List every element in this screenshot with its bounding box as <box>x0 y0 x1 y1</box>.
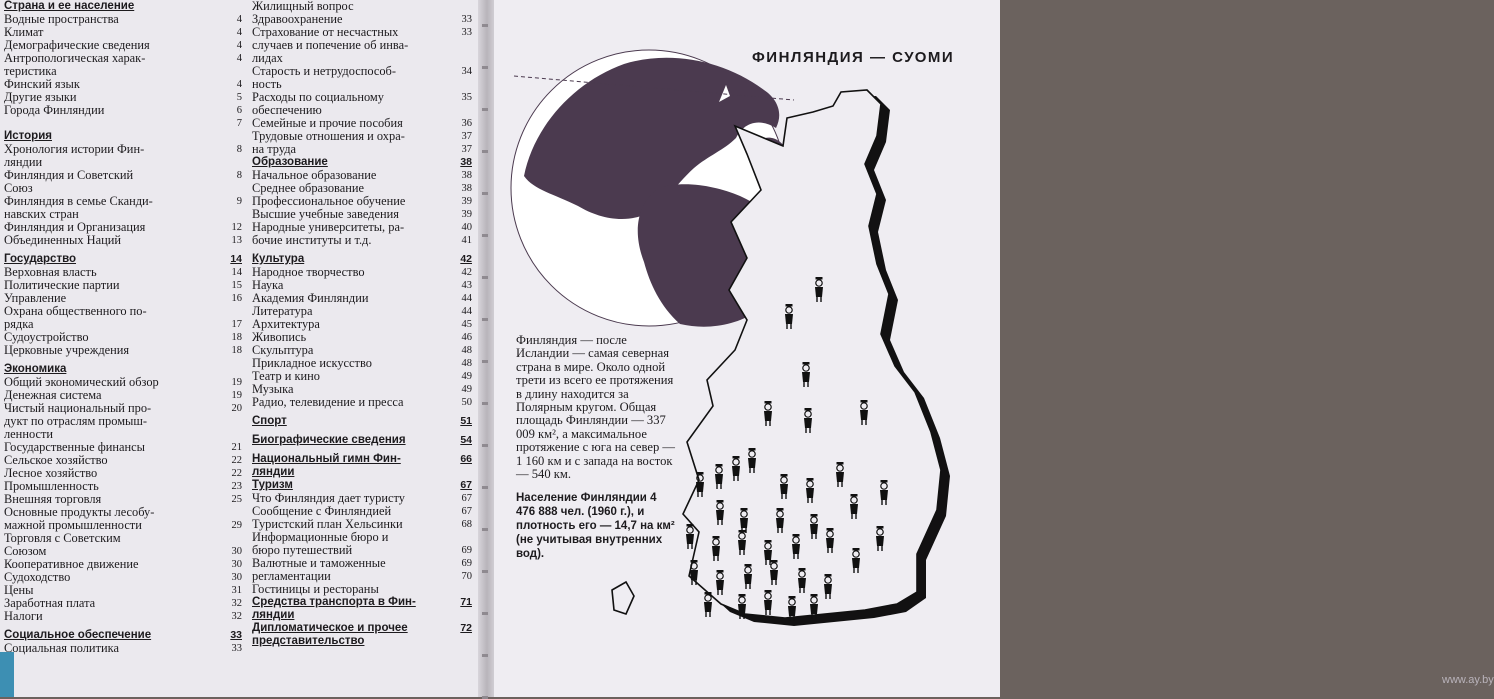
toc-entry-title: Сообщение с Финляндией <box>252 504 392 518</box>
toc-entry-title: Финляндия в семье Сканди- <box>4 194 153 208</box>
toc-page-number: 42 <box>461 267 472 278</box>
toc-page-number: 30 <box>231 559 242 570</box>
toc-page-number: 48 <box>461 345 472 356</box>
toc-entry-title: Водные пространства <box>4 12 119 26</box>
toc-entry-title: ляндии <box>4 155 43 169</box>
toc-entry-title: Кооперативное движение <box>4 557 139 571</box>
toc-entry-title: Среднее образование <box>252 181 364 195</box>
toc-page-number: 67 <box>461 506 472 517</box>
toc-entry-title: Заработная плата <box>4 596 96 610</box>
toc-page-number: 33 <box>461 27 472 38</box>
toc-entry-title: Сельское хозяйство <box>4 453 108 467</box>
toc-entry-title: Церковные учреждения <box>4 343 130 357</box>
toc-entry <box>4 571 242 584</box>
toc-entry-title: Средства транспорта в Фин- <box>252 596 416 608</box>
toc-page-number: 50 <box>461 397 472 408</box>
toc-entry-title: Национальный гимн Фин- <box>252 453 401 465</box>
toc-entry-title: Начальное образование <box>252 168 377 182</box>
intro-paragraph: Финляндия — после Исландии — самая северная страна в мире. Около одной трети из всего ее протяжения в длину находится за Полярным кругом. Общая площадь Финляндии — 337 009 км², а максимальное протяжение с юга на север — 1 160 км и с запада на восток — 540 км. <box>516 333 676 482</box>
toc-page-number: 67 <box>460 479 472 491</box>
toc-entry-title: Финляндия и Советский <box>4 168 134 182</box>
toc-entry-title: Жилищный вопрос <box>252 0 354 13</box>
toc-entry-title: обеспечению <box>252 103 322 117</box>
toc-entry-title: Прикладное искусство <box>252 356 372 370</box>
toc-page-number: 71 <box>460 596 472 608</box>
toc-entry-title: Высшие учебные заведения <box>252 207 399 221</box>
toc-entry-title: Наука <box>252 278 284 292</box>
toc-page-number: 19 <box>231 377 242 388</box>
toc-entry-title: навских стран <box>4 207 79 221</box>
toc-page-number: 18 <box>231 332 242 343</box>
toc-entry-title: ляндии <box>252 466 295 478</box>
toc-entry-title: Скульптура <box>252 343 314 357</box>
population-paragraph: Население Финляндии 4 476 888 чел. (1960 г.), и плотность его — 14,7 на км² (не учитывая внутренних вод). <box>516 492 675 561</box>
toc-entry-title: Старость и нетрудоспособ- <box>252 64 396 78</box>
toc-page-number: 32 <box>231 611 242 622</box>
toc-page-number: 37 <box>461 144 472 155</box>
toc-entry-title: Дипломатическое и прочее <box>252 622 408 634</box>
toc-entry <box>252 583 472 596</box>
toc-entry-title: Что Финляндия дает туристу <box>252 491 405 505</box>
toc-page-number: 38 <box>460 156 472 168</box>
toc-page-number: 5 <box>236 92 242 103</box>
toc-page-number: 20 <box>231 403 242 414</box>
binding-stitch <box>482 234 488 237</box>
toc-page-number: 30 <box>231 572 242 583</box>
toc-page-number: 25 <box>231 494 242 505</box>
toc-page-number: 33 <box>461 14 472 25</box>
toc-entry <box>4 234 242 247</box>
toc-entry <box>252 234 472 247</box>
toc-entry-title: Демографические сведения <box>4 38 150 52</box>
toc-page-number: 16 <box>231 293 242 304</box>
toc-entry-title: Союзом <box>4 544 47 558</box>
toc-page-number: 48 <box>461 358 472 369</box>
toc-page-number: 67 <box>461 493 472 504</box>
toc-page-number: 9 <box>236 196 242 207</box>
toc-page-number: 68 <box>461 519 472 530</box>
toc-entry-title: История <box>4 130 52 142</box>
toc-page-number: 31 <box>231 585 242 596</box>
toc-page-number: 69 <box>461 558 472 569</box>
toc-entry-title: Музыка <box>252 382 294 396</box>
toc-page-number: 33 <box>230 629 242 641</box>
person-figure <box>704 592 712 617</box>
person-figure <box>686 524 694 549</box>
toc-entry <box>4 104 242 117</box>
toc-entry-title: Внешняя торговля <box>4 492 102 506</box>
toc-entry-title: Антропологическая харак- <box>4 51 146 65</box>
toc-page-number: 4 <box>236 14 242 25</box>
right-page <box>494 0 1494 697</box>
toc-entry <box>4 305 242 318</box>
toc-entry-title: Государство <box>4 253 77 265</box>
toc-entry-title: Гостиницы и рестораны <box>252 582 379 596</box>
binding-stitch <box>482 66 488 69</box>
toc-page-number: 17 <box>231 319 242 330</box>
toc-column-left <box>4 0 242 655</box>
toc-page-number: 35 <box>461 92 472 103</box>
toc-entry-title: Страхование от несчастных <box>252 25 399 39</box>
toc-entry-title: Судоустройство <box>4 330 89 344</box>
toc-entry-title: Расходы по социальному <box>252 90 384 104</box>
toc-entry-title: Промышленность <box>4 479 99 493</box>
toc-page-number: 4 <box>236 79 242 90</box>
binding-stitch <box>482 528 488 531</box>
toc-entry <box>252 39 472 52</box>
toc-page-number: 44 <box>461 293 472 304</box>
toc-page-number: 36 <box>461 118 472 129</box>
toc-section-heading <box>252 453 472 466</box>
toc-page-number: 70 <box>461 571 472 582</box>
binding-stitch <box>482 612 488 615</box>
toc-entry-title: Образование <box>252 156 328 168</box>
toc-page-number: 32 <box>231 598 242 609</box>
toc-page-number: 38 <box>461 183 472 194</box>
toc-page-number: 4 <box>236 53 242 64</box>
toc-page-number: 46 <box>461 332 472 343</box>
toc-page-number: 51 <box>460 415 472 427</box>
toc-page-number: 22 <box>231 455 242 466</box>
blue-edge-strip <box>0 652 14 697</box>
toc-page-number: 45 <box>461 319 472 330</box>
toc-page-number: 41 <box>461 235 472 246</box>
binding-stitch <box>482 444 488 447</box>
toc-entry-title: Театр и кино <box>252 369 320 383</box>
toc-page-number: 4 <box>236 40 242 51</box>
toc-entry-title: рядка <box>4 317 34 331</box>
toc-entry-title: Государственные финансы <box>4 440 145 454</box>
toc-section-heading <box>252 609 472 622</box>
toc-entry-title: ность <box>252 77 282 91</box>
intro-text <box>516 334 676 571</box>
toc-entry-title: Экономика <box>4 363 67 375</box>
toc-entry-title: мажной промышленности <box>4 518 142 532</box>
toc-entry-title: Биографические сведения <box>252 434 406 446</box>
toc-entry-title: теристика <box>4 64 57 78</box>
binding-stitch <box>482 486 488 489</box>
toc-entry-title: Объединенных Наций <box>4 233 121 247</box>
toc-entry <box>4 117 242 130</box>
toc-entry-title: Общий экономический обзор <box>4 375 159 389</box>
binding-stitch <box>482 318 488 321</box>
toc-entry-title: Налоги <box>4 609 43 623</box>
toc-entry-title: Социальное обеспечение <box>4 629 152 641</box>
toc-page-number: 72 <box>460 622 472 634</box>
toc-entry-title: Управление <box>4 291 67 305</box>
toc-entry <box>4 610 242 623</box>
toc-page-number: 42 <box>460 253 472 265</box>
toc-section-heading <box>252 415 472 428</box>
toc-page-number: 8 <box>236 170 242 181</box>
binding-stitch <box>482 570 488 573</box>
page-title: ФИНЛЯНДИЯ — СУОМИ <box>752 49 955 66</box>
toc-page-number: 4 <box>236 27 242 38</box>
toc-entry-title: Здравоохранение <box>252 12 343 26</box>
toc-page-number: 54 <box>460 434 472 446</box>
toc-entry-title: Радио, телевидение и пресса <box>252 395 404 409</box>
toc-page-number: 14 <box>230 253 242 265</box>
toc-entry-title: Климат <box>4 25 44 39</box>
toc-entry-title: лидах <box>252 51 283 65</box>
toc-entry-title: Информационные бюро и <box>252 530 389 544</box>
toc-section-heading <box>252 466 472 479</box>
toc-page-number: 39 <box>461 196 472 207</box>
toc-page-number: 43 <box>461 280 472 291</box>
toc-page-number: 49 <box>461 371 472 382</box>
toc-entry-title: Академия Финляндии <box>252 291 369 305</box>
binding-stitch <box>482 24 488 27</box>
toc-entry-title: Культура <box>252 253 305 265</box>
toc-entry <box>4 169 242 182</box>
toc-entry <box>252 266 472 279</box>
toc-page-number: 34 <box>461 66 472 77</box>
toc-entry-title: Политические партии <box>4 278 120 292</box>
toc-entry-title: Социальная политика <box>4 641 119 655</box>
toc-entry-title: бюро путешествий <box>252 543 353 557</box>
toc-entry-title: Народные университеты, ра- <box>252 220 405 234</box>
toc-entry-title: Туризм <box>252 479 293 491</box>
toc-page-number: 8 <box>236 144 242 155</box>
toc-page-number: 39 <box>461 209 472 220</box>
toc-page-number: 15 <box>231 280 242 291</box>
toc-entry-title: Цены <box>4 583 34 597</box>
toc-page-number: 44 <box>461 306 472 317</box>
toc-entry-title: Торговля с Советским <box>4 531 121 545</box>
toc-entry-title: Судоходство <box>4 570 71 584</box>
toc-page-number: 29 <box>231 520 242 531</box>
toc-page-number: 12 <box>231 222 242 233</box>
toc-entry-title: Народное творчество <box>252 265 365 279</box>
toc-entry-title: Профессиональное обучение <box>252 194 406 208</box>
toc-entry <box>252 143 472 156</box>
toc-entry <box>252 65 472 78</box>
toc-entry-title: Архитектура <box>252 317 320 331</box>
toc-page-number: 37 <box>461 131 472 142</box>
toc-entry-title: Семейные и прочие пособия <box>252 116 403 130</box>
toc-page-number: 23 <box>231 481 242 492</box>
toc-entry-title: Чистый национальный про- <box>4 401 152 415</box>
toc-entry-title: Туристский план Хельсинки <box>252 517 403 531</box>
toc-entry-title: бочие институты и т.д. <box>252 233 372 247</box>
left-page-contents <box>0 0 488 697</box>
toc-page-number: 49 <box>461 384 472 395</box>
toc-entry-title: Спорт <box>252 415 287 427</box>
toc-entry-title: Союз <box>4 181 33 195</box>
toc-column-right <box>252 0 472 648</box>
toc-page-number: 21 <box>231 442 242 453</box>
toc-entry-title: Финляндия и Организация <box>4 220 146 234</box>
toc-page-number: 7 <box>236 118 242 129</box>
toc-entry-title: Литература <box>252 304 313 318</box>
toc-entry-title: Денежная система <box>4 388 102 402</box>
binding-stitch <box>482 276 488 279</box>
toc-section-heading <box>252 635 472 648</box>
toc-entry-title: дукт по отраслям промыш- <box>4 414 148 428</box>
toc-page-number: 69 <box>461 545 472 556</box>
toc-page-number: 38 <box>461 170 472 181</box>
toc-entry-title: ляндии <box>252 609 295 621</box>
toc-entry-title: Верховная власть <box>4 265 97 279</box>
toc-entry-title: Другие языки <box>4 90 77 104</box>
toc-section-heading <box>252 596 472 609</box>
binding-stitch <box>482 360 488 363</box>
toc-page-number: 18 <box>231 345 242 356</box>
toc-section-heading <box>252 434 472 447</box>
toc-page-number: 30 <box>231 546 242 557</box>
toc-entry-title: регламентации <box>252 569 331 583</box>
toc-section-heading <box>252 622 472 635</box>
toc-page-number: 66 <box>460 453 472 465</box>
binding-stitch <box>482 150 488 153</box>
toc-entry-title: представительство <box>252 635 365 647</box>
toc-entry-title: Хронология истории Фин- <box>4 142 145 156</box>
toc-page-number: 22 <box>231 468 242 479</box>
toc-page-number: 13 <box>231 235 242 246</box>
toc-entry-title: случаев и попечение об инва- <box>252 38 409 52</box>
toc-entry <box>4 642 242 655</box>
toc-entry <box>4 344 242 357</box>
binding-stitch <box>482 402 488 405</box>
toc-entry-title: Страна и ее население <box>4 0 135 12</box>
toc-entry-title: Основные продукты лесобу- <box>4 505 155 519</box>
binding-stitch <box>482 108 488 111</box>
toc-entry-title: Города Финляндии <box>4 103 105 117</box>
toc-entry-title: Лесное хозяйство <box>4 466 98 480</box>
toc-entry-title: Живопись <box>252 330 307 344</box>
toc-page-number: 33 <box>231 643 242 654</box>
watermark-text: www.ay.by <box>1442 674 1494 686</box>
toc-entry-title: Валютные и таможенные <box>252 556 386 570</box>
toc-entry-title: ленности <box>4 427 53 441</box>
toc-page-number: 6 <box>236 105 242 116</box>
toc-entry-title: на труда <box>252 142 297 156</box>
toc-page-number: 40 <box>461 222 472 233</box>
toc-entry-title: Финский язык <box>4 77 80 91</box>
toc-entry-title: Охрана общественного по- <box>4 304 147 318</box>
toc-entry-title: Трудовые отношения и охра- <box>252 129 405 143</box>
toc-page-number: 14 <box>231 267 242 278</box>
binding-stitch <box>482 654 488 657</box>
binding-stitch <box>482 192 488 195</box>
toc-page-number: 19 <box>231 390 242 401</box>
toc-entry <box>252 396 472 409</box>
